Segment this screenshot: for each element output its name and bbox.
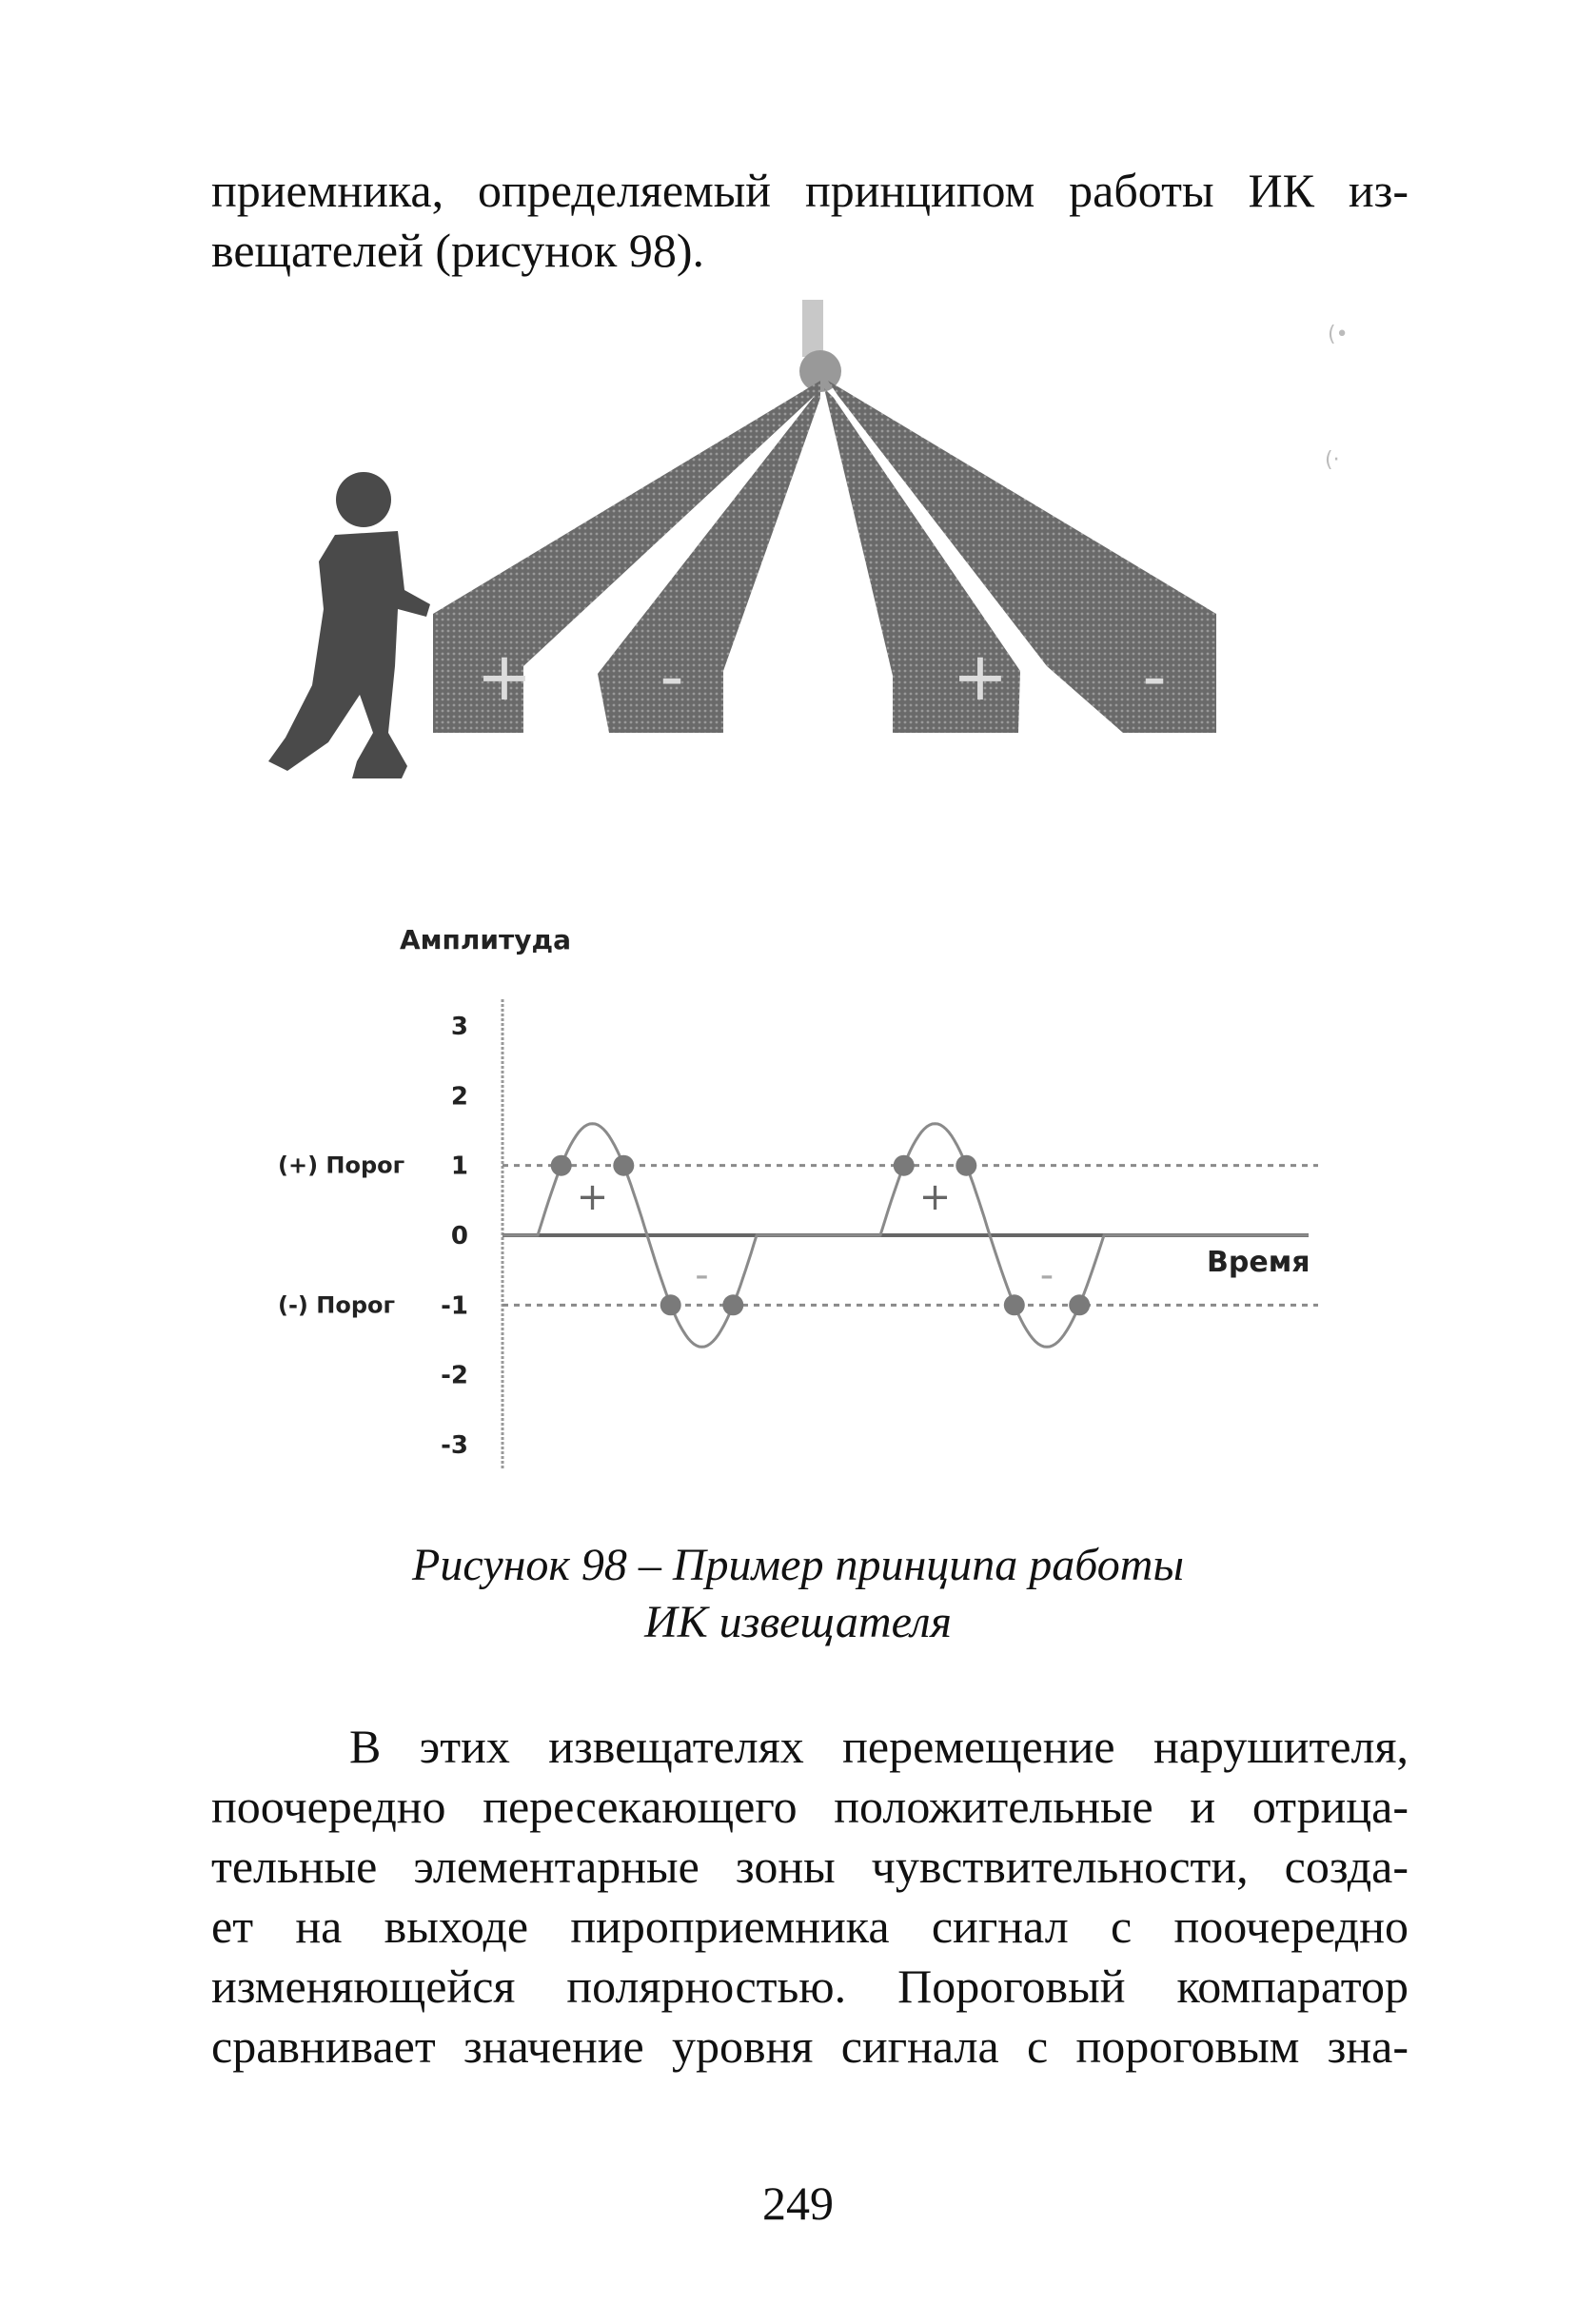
text-line-1: приемника, определяемый принципом работы ИК из-	[211, 164, 1409, 217]
y-axis-title: Амплитуда	[400, 924, 572, 955]
y-tick-label: 3	[450, 1013, 468, 1041]
text-line-8: сравнивает значение уровня сигнала с пороговым зна-	[211, 2019, 1409, 2073]
text-line-4: поочередно пересекающего положительные и отрица-	[211, 1780, 1409, 1833]
y-tick-label: 0	[450, 1222, 468, 1250]
region-label-plus: +	[576, 1174, 609, 1219]
positive-threshold-label: (+) Порог	[278, 1152, 405, 1179]
text-line-2: вещателей (рисунок 98).	[211, 224, 704, 277]
region-label-minus: -	[695, 1253, 709, 1298]
figure-caption-line-2: ИК извещателя	[644, 1597, 952, 1647]
page-number: 249	[762, 2176, 834, 2230]
x-axis-title: Время	[1207, 1246, 1310, 1279]
region-label-minus: -	[1039, 1253, 1054, 1298]
sensor-zones-illustration	[0, 286, 1596, 818]
stray-mark: (·	[1325, 448, 1340, 472]
text-line-7: изменяющейся полярностью. Пороговый компаратор	[211, 1959, 1409, 2013]
amplitude-chart	[0, 895, 1596, 1504]
zone-sign-plus: +	[476, 638, 533, 716]
stray-mark: (•	[1328, 323, 1349, 346]
y-tick-label: -1	[441, 1291, 468, 1321]
y-tick-label: -3	[441, 1431, 468, 1460]
y-tick-label: 2	[450, 1082, 468, 1112]
y-tick-label: -2	[441, 1361, 468, 1390]
text-line-3: В этих извещателях перемещение нарушителя,	[349, 1720, 1409, 1773]
region-label-plus: +	[918, 1174, 952, 1219]
zone-sign-minus: -	[660, 638, 684, 716]
threshold-crossing-marker	[956, 1155, 976, 1176]
negative-threshold-label: (-) Порог	[278, 1291, 396, 1319]
threshold-crossing-marker	[894, 1155, 915, 1176]
threshold-crossing-marker	[722, 1294, 743, 1315]
threshold-crossing-marker	[1069, 1294, 1090, 1315]
zone-sign-minus: -	[1142, 638, 1167, 716]
threshold-crossing-marker	[551, 1155, 572, 1176]
y-tick-label: 1	[450, 1152, 468, 1181]
text-line-5: тельные элементарные зоны чувствительности, созда-	[211, 1840, 1409, 1893]
threshold-crossing-marker	[613, 1155, 634, 1176]
sensor-mount	[802, 300, 823, 357]
threshold-crossing-marker	[660, 1294, 681, 1315]
walking-person-icon	[268, 472, 430, 778]
figure-caption-line-1: Рисунок 98 – Пример принципа работы	[412, 1540, 1184, 1590]
zone-sign-plus: +	[952, 638, 1009, 716]
threshold-crossing-marker	[1004, 1294, 1025, 1315]
text-line-6: ет на выходе пироприемника сигнал с поочередно	[211, 1900, 1409, 1953]
